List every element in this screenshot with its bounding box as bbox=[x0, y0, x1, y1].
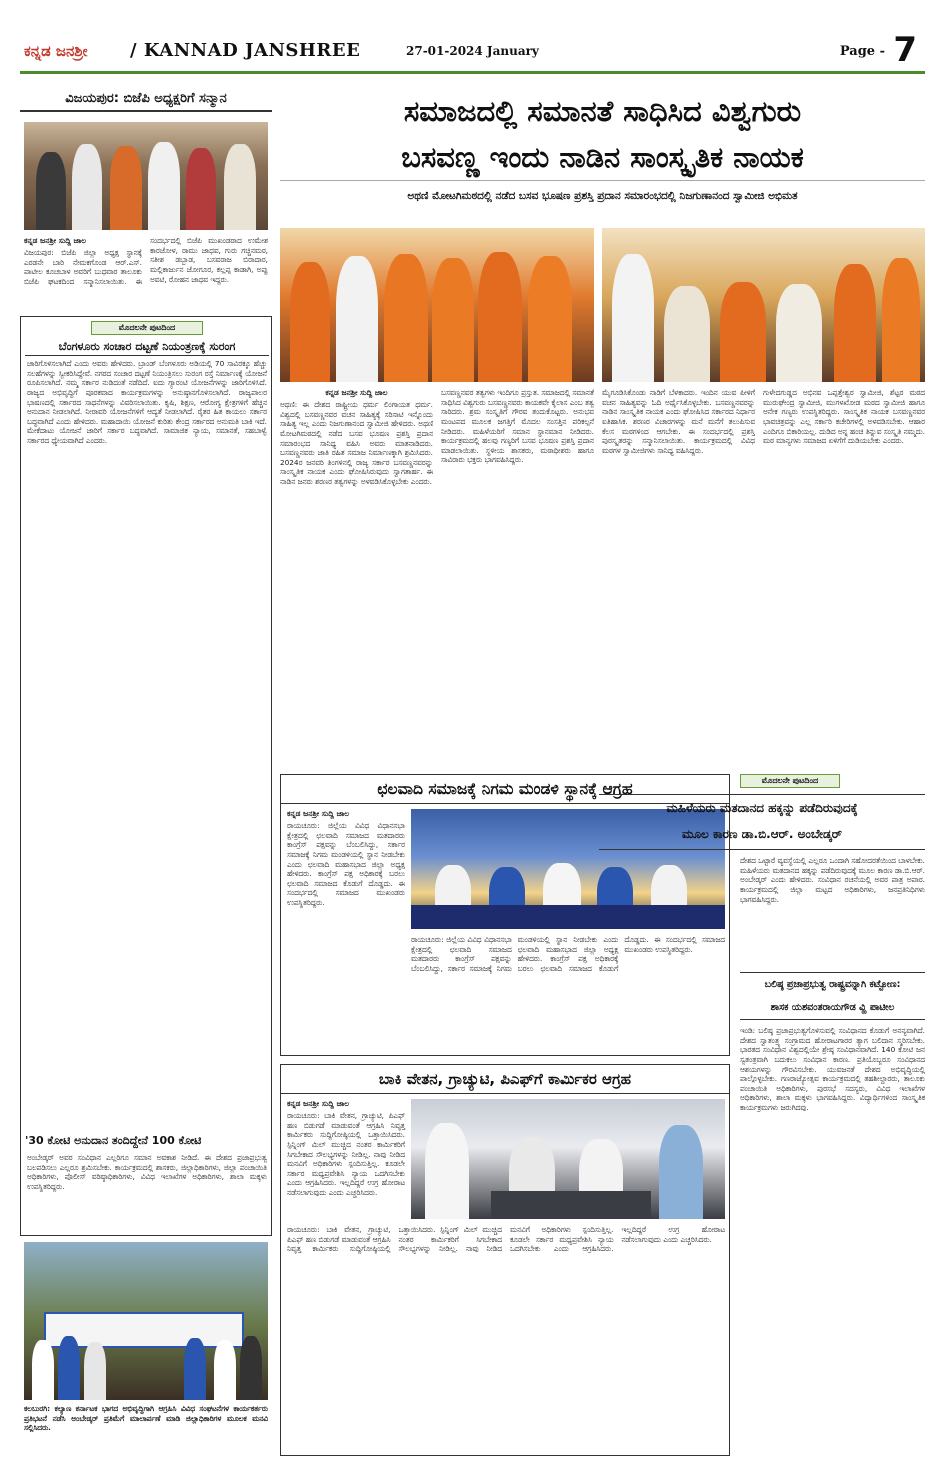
photo-caption-rally: ಕಲಬುರಗಿ: ಕಲ್ಯಾಣ ಕರ್ನಾಟಕ ಭಾಗದ ಅಭಿವೃದ್ಧಿಗಾಗಿ ಆಗ್ರಹಿಸಿ ವಿವಿಧ ಸಂಘಟನೆಗಳ ಕಾರ್ಯಕರ್ತರು ಪ್ರತಿಭಟನೆ ನಡೆಸಿ ಅಂಬೇಡ್ಕರ್ ಪ್ರತಿಮೆಗೆ ಮಾಲಾರ್ಪಣೆ ಮಾಡಿ ಜಿಲ್ಲಾಧಿಕಾರಿಗಳ ಮೂಲಕ ಮನವಿ ಸಲ್ಲಿಸಿದರು. bbox=[24, 1404, 268, 1433]
story-bhalavadi-body-left: ಕನ್ನಡ ಜನಶ್ರೀ ಸುದ್ದಿ ಜಾಲ ರಾಯಚೂರು: ಜಿಲ್ಲೆಯ ವಿವಿಧ ವಿಧಾನಸಭಾ ಕ್ಷೇತ್ರದಲ್ಲಿ ಛಲವಾದಿ ಸಮಾಜದ ಮತದಾರರು ಕಾಂಗ್ರೆಸ್ ಪಕ್ಷವನ್ನು ಬೆಂಬಲಿಸಿದ್ದು, ಸರ್ಕಾರ ಸಮಾಜಕ್ಕೆ ನಿಗಮ ಮಂಡಳಿಯಲ್ಲಿ ಸ್ಥಾನ ನೀಡಬೇಕು ಎಂದು ಛಲವಾದಿ ಮಹಾಸಭಾದ ಜಿಲ್ಲಾ ಅಧ್ಯಕ್ಷ ಹೇಳಿದರು. ಕಾಂಗ್ರೆಸ್ ಪಕ್ಷ ಅಧಿಕಾರಕ್ಕೆ ಬರಲು ಛಲವಾದಿ ಸಮಾಜದ ಕೊಡುಗೆ ದೊಡ್ಡದು. ಈ ಸಂದರ್ಭದಲ್ಲಿ ಸಮಾಜದ ಮುಖಂಡರು ಉಪಸ್ಥಿತರಿದ್ದರು. bbox=[287, 809, 405, 908]
story-wages-headline: ಬಾಕಿ ವೇತನ, ಗ್ರಾಚ್ಯುಟಿ, ಪಿಎಫ್‌ಗೆ ಕಾರ್ಮಿಕರ ಆಗ್ರಹ bbox=[281, 1065, 729, 1094]
story-wages-body-left: ಕನ್ನಡ ಜನಶ್ರೀ ಸುದ್ದಿ ಜಾಲ ರಾಯಚೂರು: ಬಾಕಿ ವೇತನ, ಗ್ರಾಚ್ಯುಟಿ, ಪಿಎಫ್ ಹಣ ಬಿಡುಗಡೆ ಮಾಡುವಂತೆ ಆಗ್ರಹಿಸಿ ನಿವೃತ್ತ ಕಾರ್ಮಿಕರು ಸುದ್ದಿಗೋಷ್ಠಿಯಲ್ಲಿ ಒತ್ತಾಯಿಸಿದರು. ಸ್ಪಿನ್ನಿಂಗ್ ಮಿಲ್ ಮುಚ್ಚಿದ ನಂತರ ಕಾರ್ಮಿಕರಿಗೆ ಸಿಗಬೇಕಾದ ಸೌಲಭ್ಯಗಳನ್ನು ನೀಡಿಲ್ಲ. ನಾವು ನೀಡಿದ ಮನವಿಗೆ ಅಧಿಕಾರಿಗಳು ಸ್ಪಂದಿಸುತ್ತಿಲ್ಲ. ಕೂಡಲೇ ಸರ್ಕಾರ ಮಧ್ಯಪ್ರವೇಶಿಸಿ ನ್ಯಾಯ ಒದಗಿಸಬೇಕು ಎಂದು ಆಗ್ರಹಿಸಿದರು. ಇಲ್ಲದಿದ್ದರೆ ಉಗ್ರ ಹೋರಾಟ ನಡೆಸಲಾಗುವುದು ಎಂದು ಎಚ್ಚರಿಸಿದರು. bbox=[287, 1099, 405, 1198]
masthead bbox=[20, 32, 925, 74]
photo-press-meet-workers bbox=[411, 1099, 725, 1219]
press-table bbox=[411, 905, 725, 929]
story-bengaluru bbox=[20, 316, 272, 1236]
story-women-headline-line2: ಮೂಲ ಕಾರಣ ಡಾ.ಬಿ.ಆರ್. ಅಂಬೇಡ್ಕರ್ bbox=[681, 827, 843, 841]
story-bengaluru-subhead: '30 ಕೋಟಿ ಅನುದಾನ ತಂದಿದ್ದೇನೆ 100 ಕೋಟಿ bbox=[25, 1134, 202, 1147]
story-vijayapura bbox=[20, 88, 272, 310]
masthead-date: 27-01-2024 January bbox=[406, 44, 539, 58]
lead-headline-line2: ಬಸವಣ್ಣ ಇಂದು ನಾಡಿನ ಸಾಂಸ್ಕೃತಿಕ ನಾಯಕ bbox=[401, 140, 804, 174]
photo-award-ceremony bbox=[280, 228, 594, 382]
story-wages-byline: ಕನ್ನಡ ಜನಶ್ರೀ ಸುದ್ದಿ ಜಾಲ bbox=[287, 1099, 350, 1108]
story-women-subhead-line1: ಬಲಿಷ್ಠ ಪ್ರಜಾಪ್ರಭುತ್ವ ರಾಷ್ಟ್ರವನ್ನಾಗಿ ಕಟ್ಟೋಣ: bbox=[764, 979, 901, 990]
story-bhalavadi-byline: ಕನ್ನಡ ಜನಶ್ರೀ ಸುದ್ದಿ ಜಾಲ bbox=[287, 809, 350, 818]
photo-seated-dignitaries bbox=[602, 228, 925, 382]
story-women-subhead-line2: ಶಾಸಕ ಯಶವಂತರಾಯಗೌಡ ವ್ಹಿ ಪಾಟೀಲ bbox=[770, 1002, 895, 1013]
story-bhalavadi-headline: ಛಲವಾದಿ ಸಮಾಜಕ್ಕೆ ನಿಗಮ ಮಂಡಳಿ ಸ್ಥಾನಕ್ಕೆ ಆಗ್ರಹ bbox=[281, 775, 729, 804]
lead-story-col1: ಕನ್ನಡ ಜನಶ್ರೀ ಸುದ್ದಿ ಜಾಲ ಅಥಣಿ: ಈ ದೇಶದ ರಾಷ್ಟ್ರೀಯ ಧರ್ಮ ಲಿಂಗಾಯತ ಧರ್ಮ. ವಿಶ್ವದಲ್ಲಿ ಬಸವಣ್ಣನವರ ವಚನ ಸಾಹಿತ್ಯಕ್ಕೆ ಸರಿಸಾಟಿ ಇನ್ನೊಂದು ಸಾಹಿತ್ಯ ಇಲ್ಲ ಎಂದು ನಿಜಗುಣಾನಂದ ಸ್ವಾಮೀಜಿ ಹೇಳಿದರು. ಅಥಣಿ ಮೋಟಗಿಮಠದಲ್ಲಿ ನಡೆದ ಬಸವ ಭೂಷಣ ಪ್ರಶಸ್ತಿ ಪ್ರದಾನ ಸಮಾರಂಭದ ಸಾನಿಧ್ಯ ವಹಿಸಿ ಅವರು ಮಾತನಾಡಿದರು. ಬಸವಣ್ಣನವರು ಜಾತಿ ರಹಿತ ಸಮಾಜ ನಿರ್ಮಾಣಕ್ಕಾಗಿ ಶ್ರಮಿಸಿದರು. 2024ರ ಜನವರಿ ತಿಂಗಳಿನಲ್ಲಿ ರಾಜ್ಯ ಸರ್ಕಾರ ಬಸವಣ್ಣನವರನ್ನು ಸಾಂಸ್ಕೃತಿಕ ನಾಯಕ ಎಂದು ಘೋಷಿಸಿರುವುದು ಸ್ವಾಗತಾರ್ಹ. ಈ ನಾಡಿನ ಜನರು ಶರಣರ ತತ್ವಗಳನ್ನು ಅಳವಡಿಸಿಕೊಳ್ಳಬೇಕು ಎಂದರು. bbox=[280, 388, 433, 487]
story-bengaluru-body: ಜಾರಿಗೊಳಿಸಲಾಗಿದೆ ಎಂದು ಅವರು ಹೇಳಿದರು. ಬ್ರಾಂಡ್ ಬೆಂಗಳೂರು ಅಡಿಯಲ್ಲಿ 70 ಸಾವಿರಕ್ಕೂ ಹೆಚ್ಚು ಸಲಹೆಗಳನ್ನು ಸ್ವೀಕರಿಸಿದ್ದೇವೆ. ನಗರದ ಸಂಚಾರ ದಟ್ಟಣೆ ನಿಯಂತ್ರಿಸಲು ಸುರಂಗ ರಸ್ತೆ ನಿರ್ಮಾಣಕ್ಕೆ ಯೋಜನೆ ರೂಪಿಸಲಾಗಿದೆ. ನಮ್ಮ ಸರ್ಕಾರ ನುಡಿದಂತೆ ನಡೆದಿದೆ. ಐದು ಗ್ಯಾರಂಟಿ ಯೋಜನೆಗಳನ್ನು ಜಾರಿಗೊಳಿಸಿದೆ. ರಾಜ್ಯದ ಅಭಿವೃದ್ಧಿಗೆ ಪೂರಕವಾದ ಕಾರ್ಯಕ್ರಮಗಳನ್ನು ಅನುಷ್ಠಾನಗೊಳಿಸಲಾಗಿದೆ. ರಾಜ್ಯಪಾಲರ ಭಾಷಣದಲ್ಲಿ ಸರ್ಕಾರದ ಸಾಧನೆಗಳನ್ನು ವಿವರಿಸಲಾಯಿತು. ಕೃಷಿ, ಶಿಕ್ಷಣ, ಆರೋಗ್ಯ ಕ್ಷೇತ್ರಗಳಿಗೆ ಹೆಚ್ಚಿನ ಅನುದಾನ ನೀಡಲಾಗಿದೆ. ನೀರಾವರಿ ಯೋಜನೆಗಳಿಗೆ ಆದ್ಯತೆ ನೀಡಲಾಗಿದೆ. ರೈತರ ಹಿತ ಕಾಯಲು ಸರ್ಕಾರ ಬದ್ಧವಾಗಿದೆ ಎಂದು ಹೇಳಿದರು. ಮಹಾದಾಯಿ ಯೋಜನೆ ಕುರಿತು ಕೇಂದ್ರ ಸರ್ಕಾರದ ಅನುಮತಿ ಬಾಕಿ ಇದೆ. ಮೇಕೆದಾಟು ಯೋಜನೆ ಜಾರಿಗೆ ಸರ್ಕಾರ ಬದ್ಧವಾಗಿದೆ. ಸಾಮಾಜಿಕ ನ್ಯಾಯ, ಸಮಾನತೆ, ಸಹಬಾಳ್ವೆ ಸರ್ಕಾರದ ಧ್ಯೇಯವಾಗಿದೆ ಎಂದರು. bbox=[27, 359, 267, 445]
lead-story-byline: ಕನ್ನಡ ಜನಶ್ರೀ ಸುದ್ದಿ ಜಾಲ bbox=[325, 388, 388, 397]
lead-headline-block bbox=[280, 88, 925, 224]
story-wages bbox=[280, 1064, 730, 1456]
story-bengaluru-headline: ಬೆಂಗಳೂರು ಸಂಚಾರ ದಟ್ಟಣೆ ನಿಯಂತ್ರಣಕ್ಕೆ ಸುರಂಗ bbox=[25, 339, 269, 356]
lead-story-col4: ಗುಳೇದಗುಡ್ಡದ ಅಭಿನವ ಒಪ್ಪತ್ತೇಶ್ವರ ಸ್ವಾಮೀಜಿ, ಶೆಟ್ಟರ ಮಠದ ಮುರುಘೇಂದ್ರ ಸ್ವಾಮೀಜಿ, ಮುಗಳಖೋಡ ಮಠದ ಸ್ವಾಮೀಜಿ ಹಾಗೂ ಅನೇಕ ಗಣ್ಯರು ಉಪಸ್ಥಿತರಿದ್ದರು. ಸಾಂಸ್ಕೃತಿಕ ನಾಯಕ ಬಸವಣ್ಣನವರ ಭಾವಚಿತ್ರವನ್ನು ಎಲ್ಲ ಸರ್ಕಾರಿ ಕಚೇರಿಗಳಲ್ಲಿ ಅಳವಡಿಸಬೇಕು. ಆಹಾರ ಎಂದಿಗೂ ಬಿಕಾರಿಯಲ್ಲ. ದುಡಿದ ಅನ್ನ ಹಂಚಿ ತಿನ್ನುವ ಸಂಸ್ಕೃತಿ ನಮ್ಮದು. ಮಠ ಮಾನ್ಯಗಳು ಸಮಾಜದ ಏಳಿಗೆಗೆ ದುಡಿಯಬೇಕು ಎಂದರು. bbox=[763, 388, 925, 446]
story-wages-body-right: ರಾಯಚೂರು: ಬಾಕಿ ವೇತನ, ಗ್ರಾಚ್ಯುಟಿ, ಪಿಎಫ್ ಹಣ ಬಿಡುಗಡೆ ಮಾಡುವಂತೆ ಆಗ್ರಹಿಸಿ ನಿವೃತ್ತ ಕಾರ್ಮಿಕರು ಸುದ್ದಿಗೋಷ್ಠಿಯಲ್ಲಿ ಒತ್ತಾಯಿಸಿದರು. ಸ್ಪಿನ್ನಿಂಗ್ ಮಿಲ್ ಮುಚ್ಚಿದ ನಂತರ ಕಾರ್ಮಿಕರಿಗೆ ಸಿಗಬೇಕಾದ ಸೌಲಭ್ಯಗಳನ್ನು ನೀಡಿಲ್ಲ. ನಾವು ನೀಡಿದ ಮನವಿಗೆ ಅಧಿಕಾರಿಗಳು ಸ್ಪಂದಿಸುತ್ತಿಲ್ಲ. ಕೂಡಲೇ ಸರ್ಕಾರ ಮಧ್ಯಪ್ರವೇಶಿಸಿ ನ್ಯಾಯ ಒದಗಿಸಬೇಕು ಎಂದು ಆಗ್ರಹಿಸಿದರು. ಇಲ್ಲದಿದ್ದರೆ ಉಗ್ರ ಹೋರಾಟ ನಡೆಸಲಾಗುವುದು ಎಂದು ಎಚ್ಚರಿಸಿದರು. bbox=[287, 1225, 725, 1254]
story-bhalavadi-body-right: ರಾಯಚೂರು: ಜಿಲ್ಲೆಯ ವಿವಿಧ ವಿಧಾನಸಭಾ ಕ್ಷೇತ್ರದಲ್ಲಿ ಛಲವಾದಿ ಸಮಾಜದ ಮತದಾರರು ಕಾಂಗ್ರೆಸ್ ಪಕ್ಷವನ್ನು ಬೆಂಬಲಿಸಿದ್ದು, ಸರ್ಕಾರ ಸಮಾಜಕ್ಕೆ ನಿಗಮ ಮಂಡಳಿಯಲ್ಲಿ ಸ್ಥಾನ ನೀಡಬೇಕು ಎಂದು ಛಲವಾದಿ ಮಹಾಸಭಾದ ಜಿಲ್ಲಾ ಅಧ್ಯಕ್ಷ ಹೇಳಿದರು. ಕಾಂಗ್ರೆಸ್ ಪಕ್ಷ ಅಧಿಕಾರಕ್ಕೆ ಬರಲು ಛಲವಾದಿ ಸಮಾಜದ ಕೊಡುಗೆ ದೊಡ್ಡದು. ಈ ಸಂದರ್ಭದಲ್ಲಿ ಸಮಾಜದ ಮುಖಂಡರು ಉಪಸ್ಥಿತರಿದ್ದರು. bbox=[411, 935, 725, 973]
photo-felicitation bbox=[24, 122, 268, 230]
story-bengaluru-label: ಮೊದಲನೇ ಪುಟದಿಂದ bbox=[91, 321, 203, 335]
story-vijayapura-byline: ಕನ್ನಡ ಜನಶ್ರೀ ಸುದ್ದಿ ಜಾಲ bbox=[24, 236, 87, 245]
rally-photo-block bbox=[20, 1240, 272, 1456]
photo-rally bbox=[24, 1242, 268, 1400]
lead-story-col2: ಬಸವಣ್ಣನವರ ತತ್ವಗಳು ಇಂದಿಗೂ ಪ್ರಸ್ತುತ. ಸಮಾಜದಲ್ಲಿ ಸಮಾನತೆ ಸಾಧಿಸಿದ ವಿಶ್ವಗುರು ಬಸವಣ್ಣನವರು ಕಾಯಕವೇ ಕೈಲಾಸ ಎಂಬ ತತ್ವ ಸಾರಿದರು. ಶ್ರಮ ಸಂಸ್ಕೃತಿಗೆ ಗೌರವ ತಂದುಕೊಟ್ಟರು. ಅನುಭವ ಮಂಟಪದ ಮೂಲಕ ಜಗತ್ತಿಗೆ ಮೊದಲ ಸಂಸತ್ತಿನ ಪರಿಕಲ್ಪನೆ ನೀಡಿದರು. ಮಹಿಳೆಯರಿಗೆ ಸಮಾನ ಸ್ಥಾನಮಾನ ನೀಡಿದರು. ಕಾರ್ಯಕ್ರಮದಲ್ಲಿ ಹಲವು ಗಣ್ಯರಿಗೆ ಬಸವ ಭೂಷಣ ಪ್ರಶಸ್ತಿ ಪ್ರದಾನ ಮಾಡಲಾಯಿತು. ಸ್ಥಳೀಯ ಶಾಸಕರು, ಮಠಾಧೀಶರು ಹಾಗೂ ಸಾವಿರಾರು ಭಕ್ತರು ಭಾಗವಹಿಸಿದ್ದರು. bbox=[441, 388, 594, 465]
story-women-body: ದೇಶದ ಒಟ್ಟಾರೆ ವ್ಯವಸ್ಥೆಯಲ್ಲಿ ಎಲ್ಲರೂ ಒಂದಾಗಿ ಸಹೋದರತೆಯಿಂದ ಬಾಳಬೇಕು. ಮಹಿಳೆಯರು ಮತದಾನದ ಹಕ್ಕನ್ನು ಪಡೆದಿರುವುದಕ್ಕೆ ಮೂಲ ಕಾರಣ ಡಾ.ಬಿ.ಆರ್. ಅಂಬೇಡ್ಕರ್ ಎಂದು ಹೇಳಿದರು. ಸಂವಿಧಾನ ರಚನೆಯಲ್ಲಿ ಅವರ ಪಾತ್ರ ಅಪಾರ. ಕಾರ್ಯಕ್ರಮದಲ್ಲಿ ಜಿಲ್ಲಾ ಮಟ್ಟದ ಅಧಿಕಾರಿಗಳು, ಜನಪ್ರತಿನಿಧಿಗಳು ಭಾಗವಹಿಸಿದ್ದರು. bbox=[740, 856, 925, 904]
lead-subhead: ಅಥಣಿ ಮೋಟಗಿಮಠದಲ್ಲಿ ನಡೆದ ಬಸವ ಭೂಷಣ ಪ್ರಶಸ್ತಿ ಪ್ರದಾನ ಸಮಾರಂಭದಲ್ಲಿ ನಿಜಗುಣಾನಂದ ಸ್ವಾಮೀಜಿ ಅಭಿಮತ bbox=[280, 180, 925, 211]
lead-story-col3: ಮೈಗೂಡಿಸಿಕೊಂಡು ನಾಡಿಗೆ ಬೆಳಕಾದರು. ಇಂದಿನ ಯುವ ಪೀಳಿಗೆ ವಚನ ಸಾಹಿತ್ಯವನ್ನು ಓದಿ ಅರ್ಥೈಸಿಕೊಳ್ಳಬೇಕು. ಬಸವಣ್ಣನವರನ್ನು ನಾಡಿನ ಸಾಂಸ್ಕೃತಿಕ ನಾಯಕ ಎಂದು ಘೋಷಿಸಿದ ಸರ್ಕಾರದ ನಿರ್ಧಾರ ಐತಿಹಾಸಿಕ. ಶರಣರ ವಿಚಾರಗಳನ್ನು ಮನೆ ಮನೆಗೆ ತಲುಪಿಸುವ ಕೆಲಸ ಮಠಗಳಿಂದ ಆಗಬೇಕು. ಈ ಸಂದರ್ಭದಲ್ಲಿ ಪ್ರಶಸ್ತಿ ಪುರಸ್ಕೃತರನ್ನು ಸನ್ಮಾನಿಸಲಾಯಿತು. ಕಾರ್ಯಕ್ರಮದಲ್ಲಿ ವಿವಿಧ ಮಠಗಳ ಸ್ವಾಮೀಜಿಗಳು ಸಾನಿಧ್ಯ ವಹಿಸಿದ್ದರು. bbox=[602, 388, 755, 455]
story-women-body2: ಇಂಡಿ: ಬಲಿಷ್ಠ ಪ್ರಜಾಪ್ರಭುತ್ವಗೊಳಿಸುವಲ್ಲಿ ಸಂವಿಧಾನದ ಕೊಡುಗೆ ಅನನ್ಯವಾಗಿದೆ. ದೇಶದ ಸ್ವಾತಂತ್ರ್ಯ ಸಂಗ್ರಾಮದ ಹೋರಾಟಗಾರರ ತ್ಯಾಗ ಬಲಿದಾನ ಸ್ಮರಿಸಬೇಕು. ಭಾರತದ ಸಂವಿಧಾನ ವಿಶ್ವದಲ್ಲಿಯೇ ಶ್ರೇಷ್ಠ ಸಂವಿಧಾನವಾಗಿದೆ. 140 ಕೋಟಿ ಜನ ಸ್ವತಂತ್ರವಾಗಿ ಬದುಕಲು ಸಂವಿಧಾನ ಕಾರಣ. ಪ್ರತಿಯೊಬ್ಬರೂ ಸಂವಿಧಾನದ ಆಶಯಗಳನ್ನು ಗೌರವಿಸಬೇಕು. ಯುವಜನತೆ ದೇಶದ ಅಭಿವೃದ್ಧಿಯಲ್ಲಿ ಪಾಲ್ಗೊಳ್ಳಬೇಕು. ಗಣರಾಜ್ಯೋತ್ಸವ ಕಾರ್ಯಕ್ರಮದಲ್ಲಿ ತಹಶೀಲ್ದಾರರು, ತಾಲೂಕು ಪಂಚಾಯಿತಿ ಅಧಿಕಾರಿಗಳು, ಪುರಸಭೆ ಸದಸ್ಯರು, ವಿವಿಧ ಇಲಾಖೆಗಳ ಅಧಿಕಾರಿಗಳು, ಶಾಲಾ ಮಕ್ಕಳು ಭಾಗವಹಿಸಿದ್ದರು. ವಿದ್ಯಾರ್ಥಿಗಳಿಂದ ಸಾಂಸ್ಕೃತಿಕ ಕಾರ್ಯಕ್ರಮಗಳು ಜರುಗಿದವು. bbox=[740, 1026, 925, 1112]
story-vijayapura-body: ಕನ್ನಡ ಜನಶ್ರೀ ಸುದ್ದಿ ಜಾಲ ವಿಜಯಪುರ: ಬಿಜೆಪಿ ಜಿಲ್ಲಾ ಅಧ್ಯಕ್ಷ ಸ್ಥಾನಕ್ಕೆ ಎರಡನೇ ಬಾರಿ ನೇಮಕಗೊಂಡ ಆರ್.ಎಸ್. ಪಾಟೀಲ ಕೂಚಬಾಳ ಅವರಿಗೆ ಬುಧವಾರ ತಾಲೂಕು ಬಿಜೆಪಿ ಘಟಕದಿಂದ ಸನ್ಮಾನಿಸಲಾಯಿತು. ಈ ಸಂದರ್ಭದಲ್ಲಿ ಬಿಜೆಪಿ ಮುಖಂಡರಾದ ಉಮೇಶ ಕಾರಜೋಳ, ರಾಮು ಜಾಧವ, ಗುರು ಗಚ್ಚಿನಮಠ, ಸತೀಶ ಡಬ್ಬಾಡ, ಬಸವರಾಜ ಬಿರಾದಾರ, ಮಲ್ಲಿಕಾರ್ಜುನ ಜೋಗೂರ, ಕಲ್ಲಪ್ಪ ಕಾಡಾಗಿ, ಅಪ್ಪು ಅವಟಿ, ರೋಹನ ಜಾಧವ ಇದ್ದರು. bbox=[24, 236, 268, 286]
story-women-label: ಮೊದಲನೇ ಪುಟದಿಂದ bbox=[740, 774, 840, 788]
story-women-headline bbox=[599, 794, 925, 850]
lead-headline-line1: ಸಮಾಜದಲ್ಲಿ ಸಮಾನತೆ ಸಾಧಿಸಿದ ವಿಶ್ವಗುರು bbox=[403, 94, 802, 128]
masthead-brand-kannada: ಕನ್ನಡ ಜನಶ್ರೀ bbox=[24, 42, 88, 60]
masthead-brand-english: / KANNAD JANSHREE bbox=[130, 40, 361, 61]
story-women-subhead bbox=[740, 972, 925, 1020]
story-vijayapura-headline: ವಿಜಯಪುರ: ಬಿಜೆಪಿ ಅಧ್ಯಕ್ಷರಿಗೆ ಸನ್ಮಾನ bbox=[20, 88, 272, 112]
masthead-page-label: Page - bbox=[839, 44, 885, 59]
story-women-headline-line1: ಮಹಿಳೆಯರು ಮತದಾನದ ಹಕ್ಕನ್ನು ಪಡೆದಿರುವುದಕ್ಕೆ bbox=[666, 801, 858, 815]
story-bengaluru-body2: ಅಂಬೇಡ್ಕರ್ ಅವರ ಸಂವಿಧಾನ ಎಲ್ಲರಿಗೂ ಸಮಾನ ಅವಕಾಶ ನೀಡಿದೆ. ಈ ದೇಶದ ಪ್ರಜಾಪ್ರಭುತ್ವ ಬಲಪಡಿಸಲು ಎಲ್ಲರೂ ಶ್ರಮಿಸಬೇಕು. ಕಾರ್ಯಕ್ರಮದಲ್ಲಿ ಶಾಸಕರು, ಜಿಲ್ಲಾಧಿಕಾರಿಗಳು, ಜಿಲ್ಲಾ ಪಂಚಾಯಿತಿ ಅಧಿಕಾರಿಗಳು, ಪೊಲೀಸ್ ವರಿಷ್ಠಾಧಿಕಾರಿಗಳು, ವಿವಿಧ ಇಲಾಖೆಗಳ ಅಧಿಕಾರಿಗಳು, ಶಾಲಾ ಮಕ್ಕಳು ಉಪಸ್ಥಿತರಿದ್ದರು. bbox=[27, 1153, 267, 1191]
masthead-page-number: 7 bbox=[893, 30, 917, 70]
press-table bbox=[491, 1191, 651, 1219]
